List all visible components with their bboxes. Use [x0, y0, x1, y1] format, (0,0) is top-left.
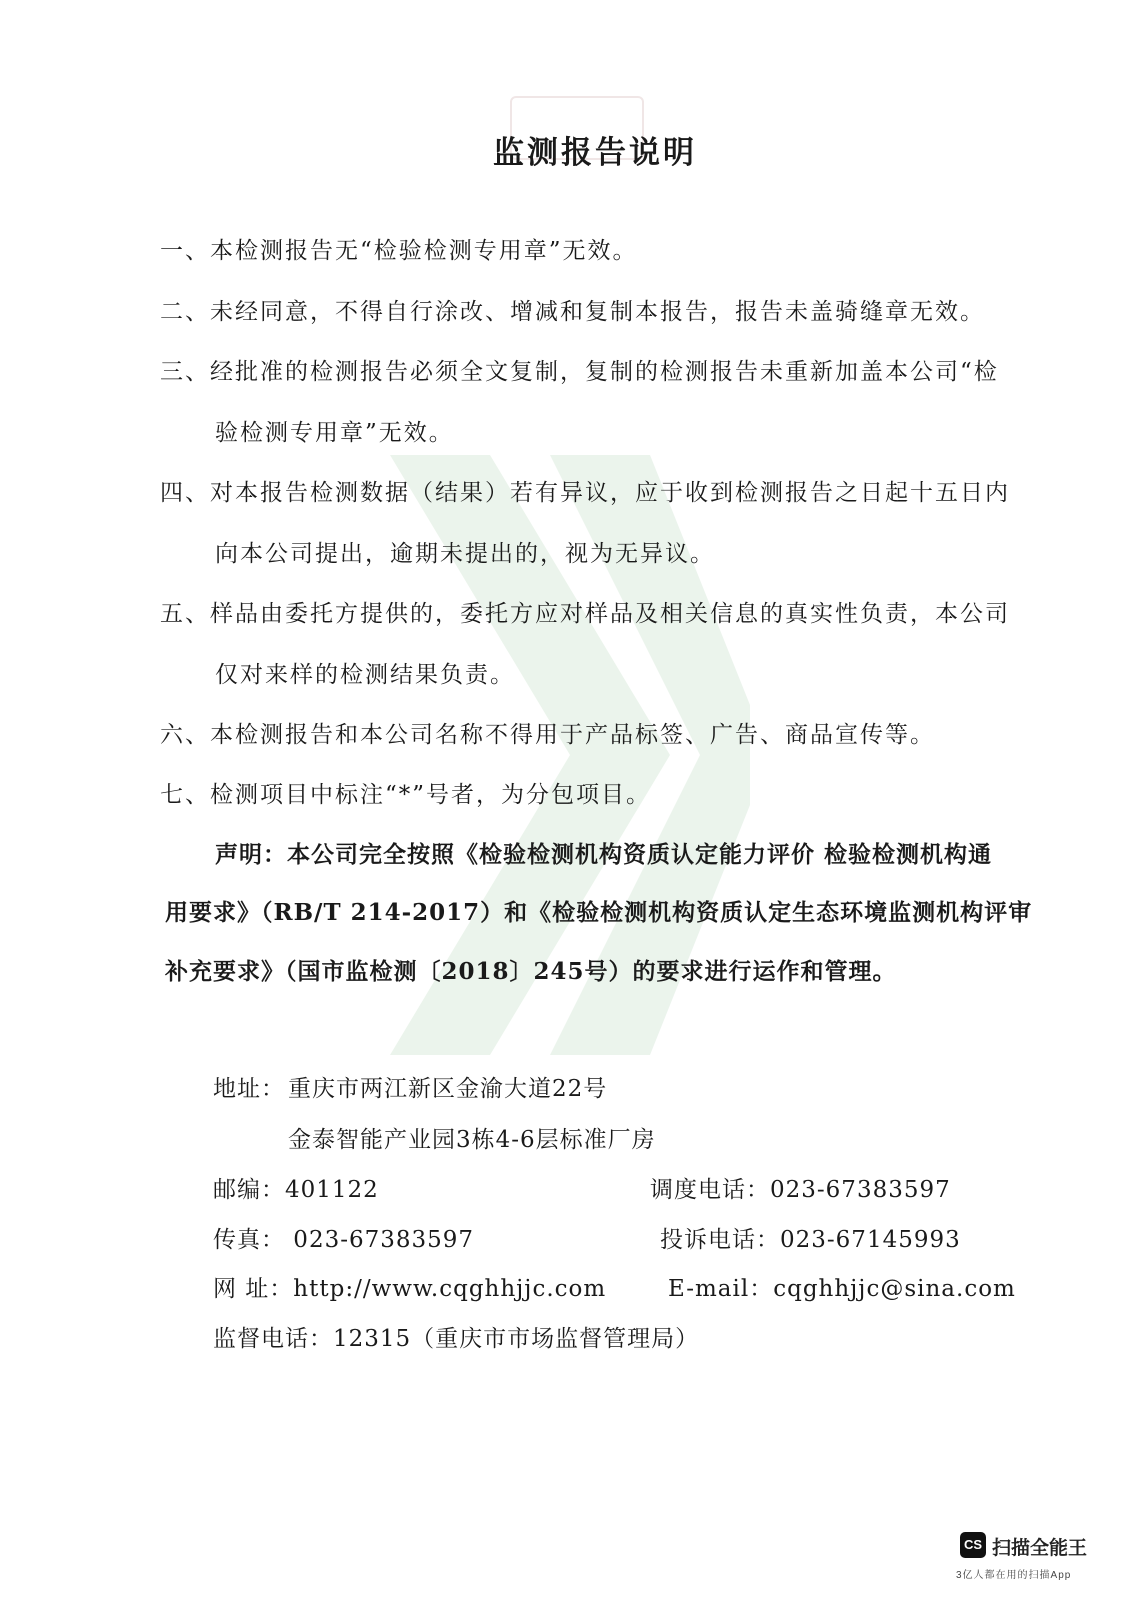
address-label: 地址：: [213, 1076, 285, 1102]
scanner-app-badge: [956, 1532, 1120, 1592]
clause-2: 二、未经同意，不得自行涂改、增减和复制本报告，报告未盖骑缝章无效。: [160, 299, 985, 325]
dispatch-phone: 调度电话：023-67383597: [650, 1177, 951, 1203]
declaration-line-2: 用要求》（RB/T 214-2017）和《检验检测机构资质认定生态环境监测机构评审: [165, 899, 1033, 926]
address-line-1: 重庆市两江新区金渝大道22号: [288, 1076, 608, 1102]
website: 网 址：http://www.cqghhjjc.com: [213, 1276, 607, 1302]
scanner-app-tagline: 3亿人都在用的扫描App: [956, 1570, 1072, 1581]
cs-logo-icon: CS: [960, 1532, 986, 1558]
address-line-2: 金泰智能产业园3栋4-6层标准厂房: [288, 1127, 656, 1153]
clause-7: 七、检测项目中标注“*”号者，为分包项目。: [160, 782, 652, 808]
supervision-phone: 监督电话：12315（重庆市市场监督管理局）: [213, 1326, 700, 1352]
clause-3-continued: 验检测专用章”无效。: [215, 420, 454, 446]
clause-3: 三、经批准的检测报告必须全文复制，复制的检测报告未重新加盖本公司“检: [160, 359, 999, 385]
page-title: 监测报告说明: [493, 135, 697, 171]
postcode: 邮编：401122: [213, 1177, 379, 1203]
clause-1: 一、本检测报告无“检验检测专用章”无效。: [160, 238, 638, 264]
scanner-app-name: 扫描全能王: [992, 1538, 1088, 1559]
clause-6: 六、本检测报告和本公司名称不得用于产品标签、广告、商品宣传等。: [160, 722, 935, 748]
clause-4-continued: 向本公司提出，逾期未提出的，视为无异议。: [215, 541, 715, 567]
complaint-phone: 投诉电话：023-67145993: [660, 1227, 961, 1253]
clause-5-continued: 仅对来样的检测结果负责。: [215, 662, 515, 688]
clause-4: 四、对本报告检测数据（结果）若有异议，应于收到检测报告之日起十五日内: [160, 480, 1010, 506]
declaration-line-3: 补充要求》（国市监检测〔2018〕245号）的要求进行运作和管理。: [165, 958, 897, 985]
declaration-line-1: 声明：本公司完全按照《检验检测机构资质认定能力评价 检验检测机构通: [215, 841, 993, 868]
fax: 传真： 023-67383597: [213, 1227, 475, 1253]
email: E-mail：cqghhjjc@sina.com: [668, 1276, 1016, 1302]
clause-5: 五、样品由委托方提供的，委托方应对样品及相关信息的真实性负责，本公司: [160, 601, 1010, 627]
